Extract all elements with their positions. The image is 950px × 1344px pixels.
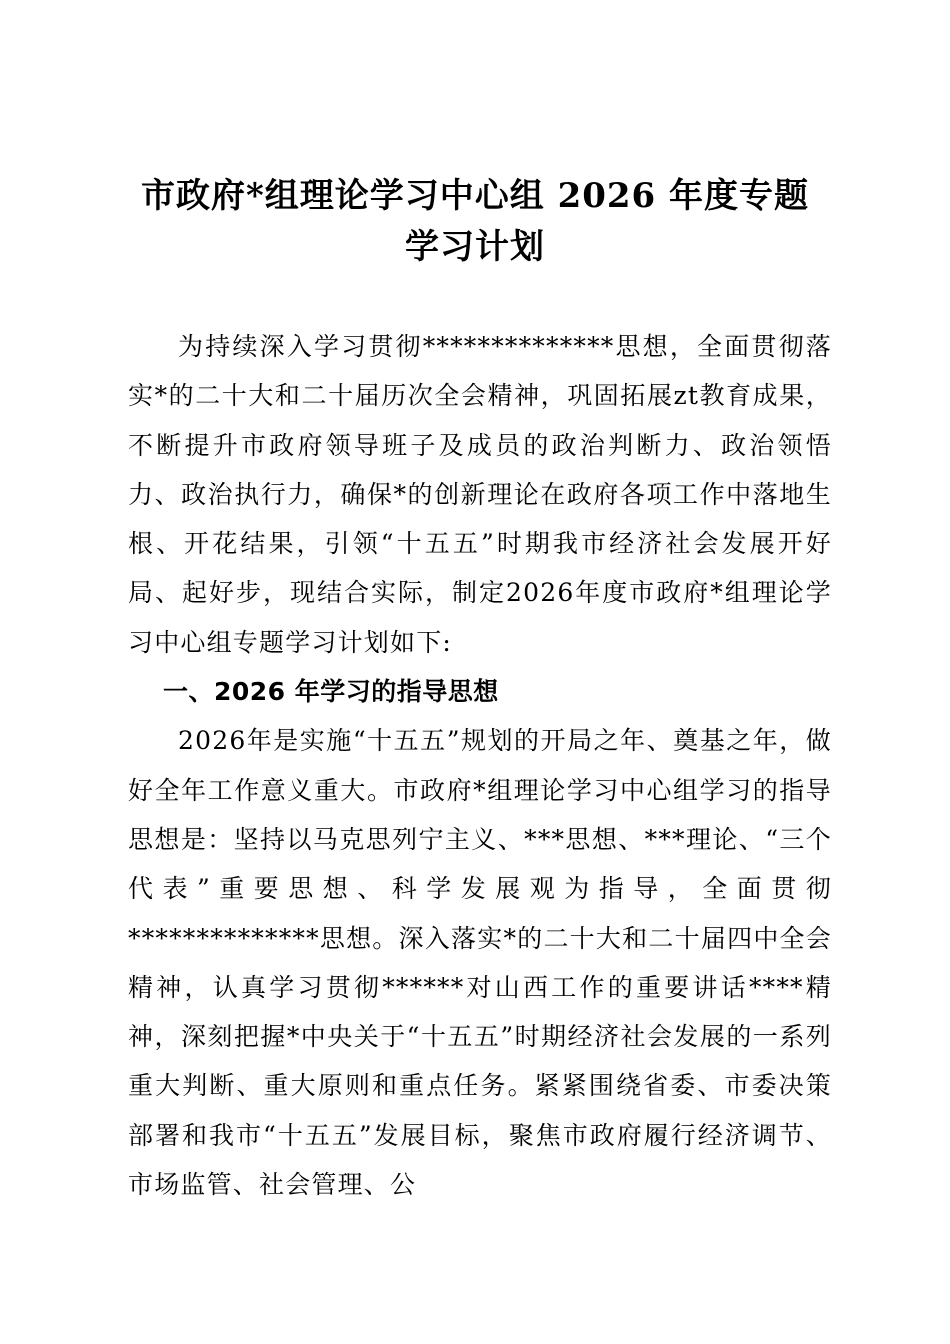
document-title-line-2: 学习计划	[405, 227, 545, 267]
intro-paragraph: 为持续深入学习贯彻**************思想，全面贯彻落实*的二十大和二十届历次全会精神，巩固拓展zt教育成果，不断提升市政府领导班子及成员的政治判断力、政治领悟力、政治执行力，确保*的创新理论在政府各项工作中落地生根、开花结果，引领“十五五”时期我市经济社会发展开好局、起好步，现结合实际，制定2026年度市政府*组理论学习中心组专题学习计划如下:	[128, 332, 832, 657]
section-1-heading: 一、2026 年学习的指导思想	[163, 677, 499, 707]
document-body	[128, 322, 832, 1209]
section-1-paragraph: 2026年是实施“十五五”规划的开局之年、奠基之年，做好全年工作意义重大。市政府*组理论学习中心组学习的指导思想是：坚持以马克思列宁主义、***思想、***理论、“三个代表”重要思想、科学发展观为指导，全面贯彻**************思想。深入落实*的二十大和二十届四中全会精神，认真学习贯彻******对山西工作的重要讲话****精神，深刻把握*中央关于“十五五”时期经济社会发展的一系列重大判断、重大原则和重点任务。紧紧围绕省委、市委决策部署和我市“十五五”发展目标，聚焦市政府履行经济调节、市场监管、社会管理、公	[128, 726, 832, 1200]
document-title-line-1: 市政府*组理论学习中心组 2026 年度专题	[140, 176, 810, 216]
